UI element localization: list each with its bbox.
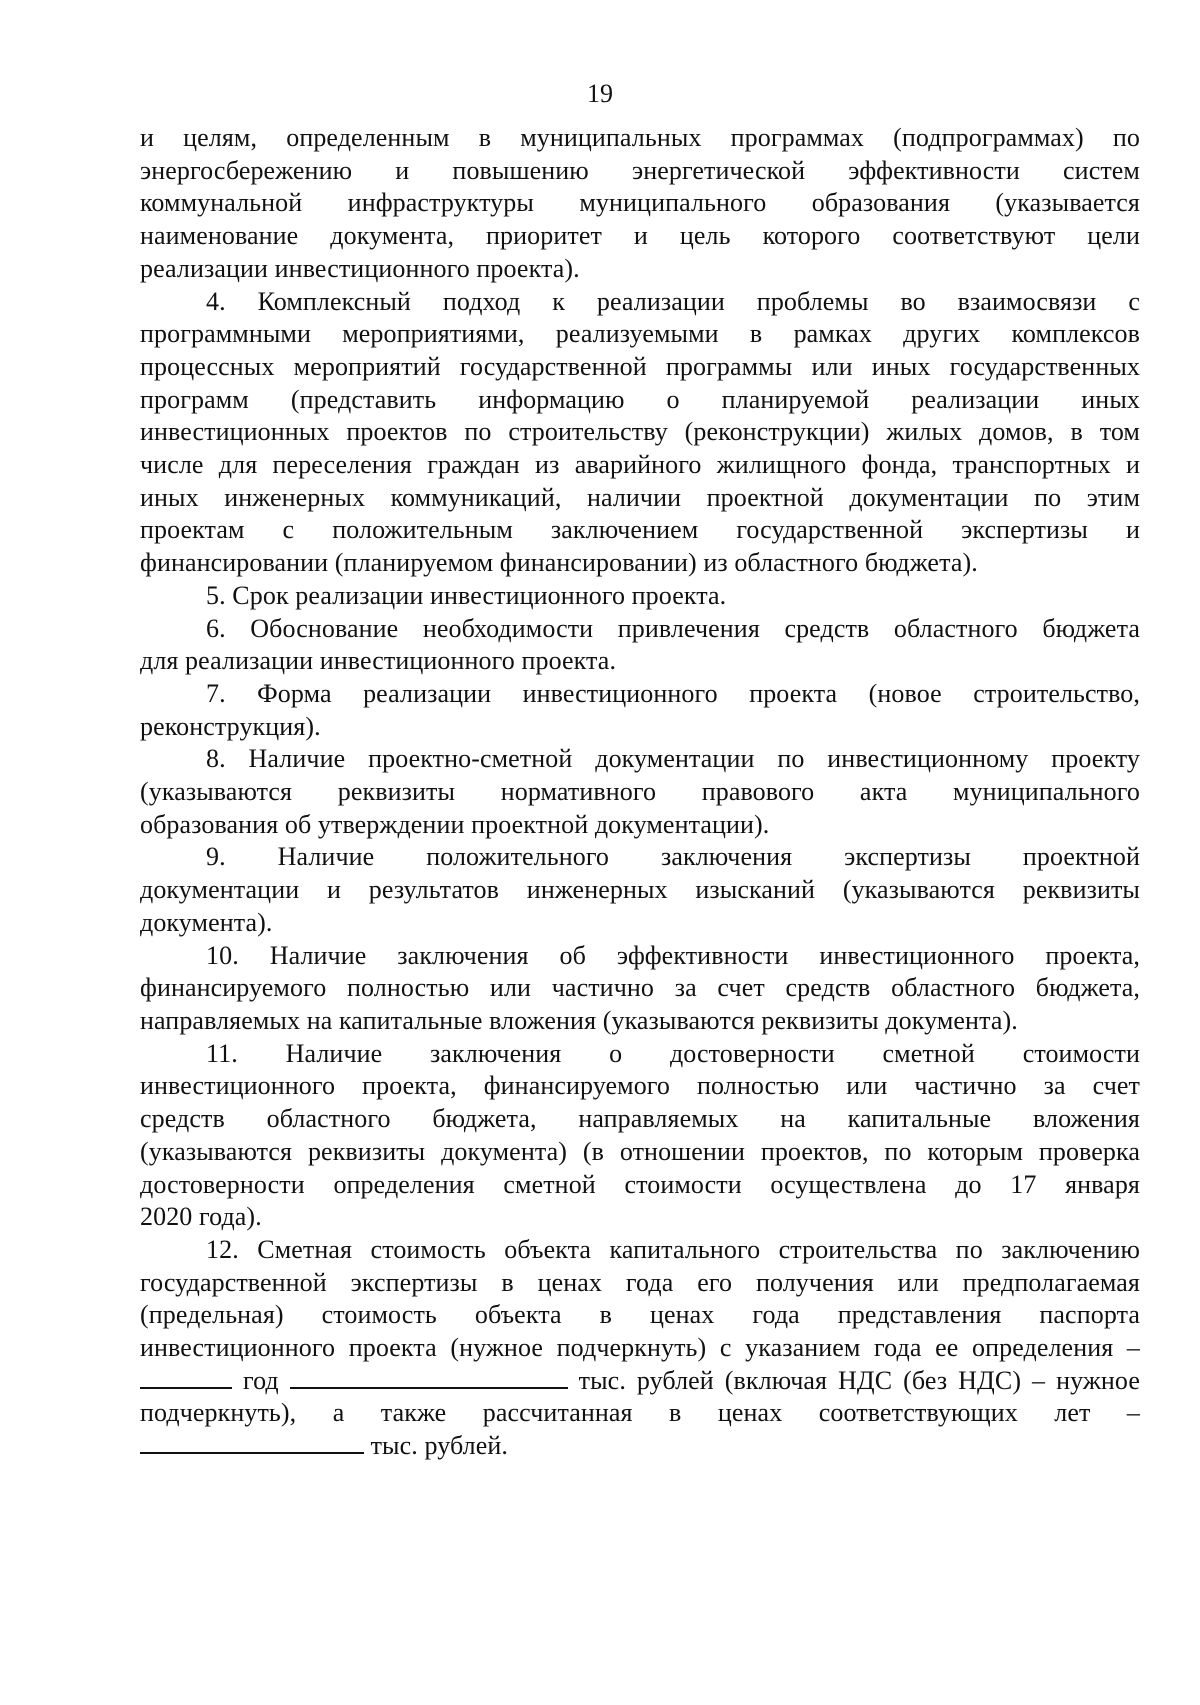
text-line: коммунальной инфраструктуры муниципального образования (указывается xyxy=(140,188,1140,218)
text-line: документации и результатов инженерных изысканий (указываются реквизиты xyxy=(140,875,1140,905)
text-line: средств областного бюджета, направляемых на капитальные вложения xyxy=(140,1104,1140,1134)
text-line: процессных мероприятий государственной программы или иных государственных xyxy=(140,351,1140,381)
text-line: направляемых на капитальные вложения (указываются реквизиты документа). xyxy=(140,1005,1018,1035)
text-line: для реализации инвестиционного проекта. xyxy=(140,646,617,676)
paragraph-item-10 xyxy=(140,940,1140,1038)
paragraph-item-4 xyxy=(140,286,1140,580)
blank-fill-line xyxy=(140,1430,1140,1463)
paragraph-item-5 xyxy=(140,580,1140,613)
paragraph-continuation xyxy=(140,122,1140,286)
text-line: 7. Форма реализации инвестиционного проекта (новое строительство, xyxy=(206,678,1140,708)
cost-blank[interactable] xyxy=(290,1365,568,1389)
text-line: (предельная) стоимость объекта в ценах года представления паспорта xyxy=(140,1300,1140,1330)
cost-label: тыс. рублей (включая НДС (без НДС) – нужное xyxy=(567,1365,1140,1395)
year-label: год xyxy=(232,1365,290,1395)
text-line: программными мероприятиями, реализуемыми в рамках других комплексов xyxy=(140,319,1140,349)
calculated-cost-blank[interactable] xyxy=(140,1430,364,1454)
text-line: программ (представить информацию о планируемой реализации иных xyxy=(140,384,1140,414)
text-line: инвестиционного проекта (нужное подчеркнуть) с указанием года ее определения – xyxy=(140,1333,1140,1363)
paragraph-item-12 xyxy=(140,1234,1140,1463)
document-body xyxy=(140,122,1140,1463)
text-line: (указываются реквизиты нормативного правового акта муниципального xyxy=(140,777,1140,807)
text-line: реализации инвестиционного проекта). xyxy=(140,253,580,283)
text-line: 2020 года). xyxy=(140,1202,262,1232)
text-line: иных инженерных коммуникаций, наличии проектной документации по этим xyxy=(140,482,1140,512)
text-line: инвестиционного проекта, финансируемого полностью или частично за счет xyxy=(140,1071,1140,1101)
text-line: числе для переселения граждан из аварийного жилищного фонда, транспортных и xyxy=(140,450,1140,480)
text-line: образования об утверждении проектной документации). xyxy=(140,809,770,839)
text-line: подчеркнуть), а также рассчитанная в ценах соответствующих лет – xyxy=(140,1398,1140,1428)
text-line: и целям, определенным в муниципальных программах (подпрограммах) по xyxy=(140,123,1140,152)
paragraph-item-9 xyxy=(140,841,1140,939)
text-line: реконструкция). xyxy=(140,711,321,741)
text-line: инвестиционных проектов по строительству (реконструкции) жилых домов, в том xyxy=(140,417,1140,447)
text-line: финансировании (планируемом финансировании) из областного бюджета). xyxy=(140,548,978,578)
paragraph-item-6 xyxy=(140,613,1140,678)
text-line: 12. Сметная стоимость объекта капитального строительства по заключению xyxy=(206,1234,1140,1264)
text-line: наименование документа, приоритет и цель которого соответствуют цели xyxy=(140,221,1140,251)
text-line: 6. Обоснование необходимости привлечения средств областного бюджета xyxy=(206,613,1140,643)
text-line: 11. Наличие заключения о достоверности сметной стоимости xyxy=(206,1038,1140,1068)
text-line: проектам с положительным заключением государственной экспертизы и xyxy=(140,515,1140,545)
paragraph-item-7 xyxy=(140,678,1140,743)
text-line: финансируемого полностью или частично за счет средств областного бюджета, xyxy=(140,973,1140,1003)
text-line: 8. Наличие проектно-сметной документации по инвестиционному проекту xyxy=(206,744,1140,774)
paragraph-item-11 xyxy=(140,1038,1140,1234)
text-line: энергосбережению и повышению энергетической эффективности систем xyxy=(140,155,1140,185)
text-line: 9. Наличие положительного заключения экспертизы проектной xyxy=(206,842,1140,872)
paragraph-item-8 xyxy=(140,743,1140,841)
text-line: (указываются реквизиты документа) (в отношении проектов, по которым проверка xyxy=(140,1136,1140,1166)
text-line: 4. Комплексный подход к реализации проблемы во взаимосвязи с xyxy=(206,286,1140,316)
page-number: 19 xyxy=(587,79,613,108)
blank-fill-line xyxy=(140,1365,1140,1398)
year-blank[interactable] xyxy=(140,1365,232,1389)
text-line: достоверности определения сметной стоимости осуществлена до 17 января xyxy=(140,1169,1140,1199)
calculated-cost-label: тыс. рублей. xyxy=(364,1431,508,1461)
text-line: 5. Срок реализации инвестиционного проекта. xyxy=(206,580,727,610)
text-line: государственной экспертизы в ценах года его получения или предполагаемая xyxy=(140,1267,1140,1297)
text-line: 10. Наличие заключения об эффективности инвестиционного проекта, xyxy=(206,940,1140,970)
text-line: документа). xyxy=(140,907,273,937)
